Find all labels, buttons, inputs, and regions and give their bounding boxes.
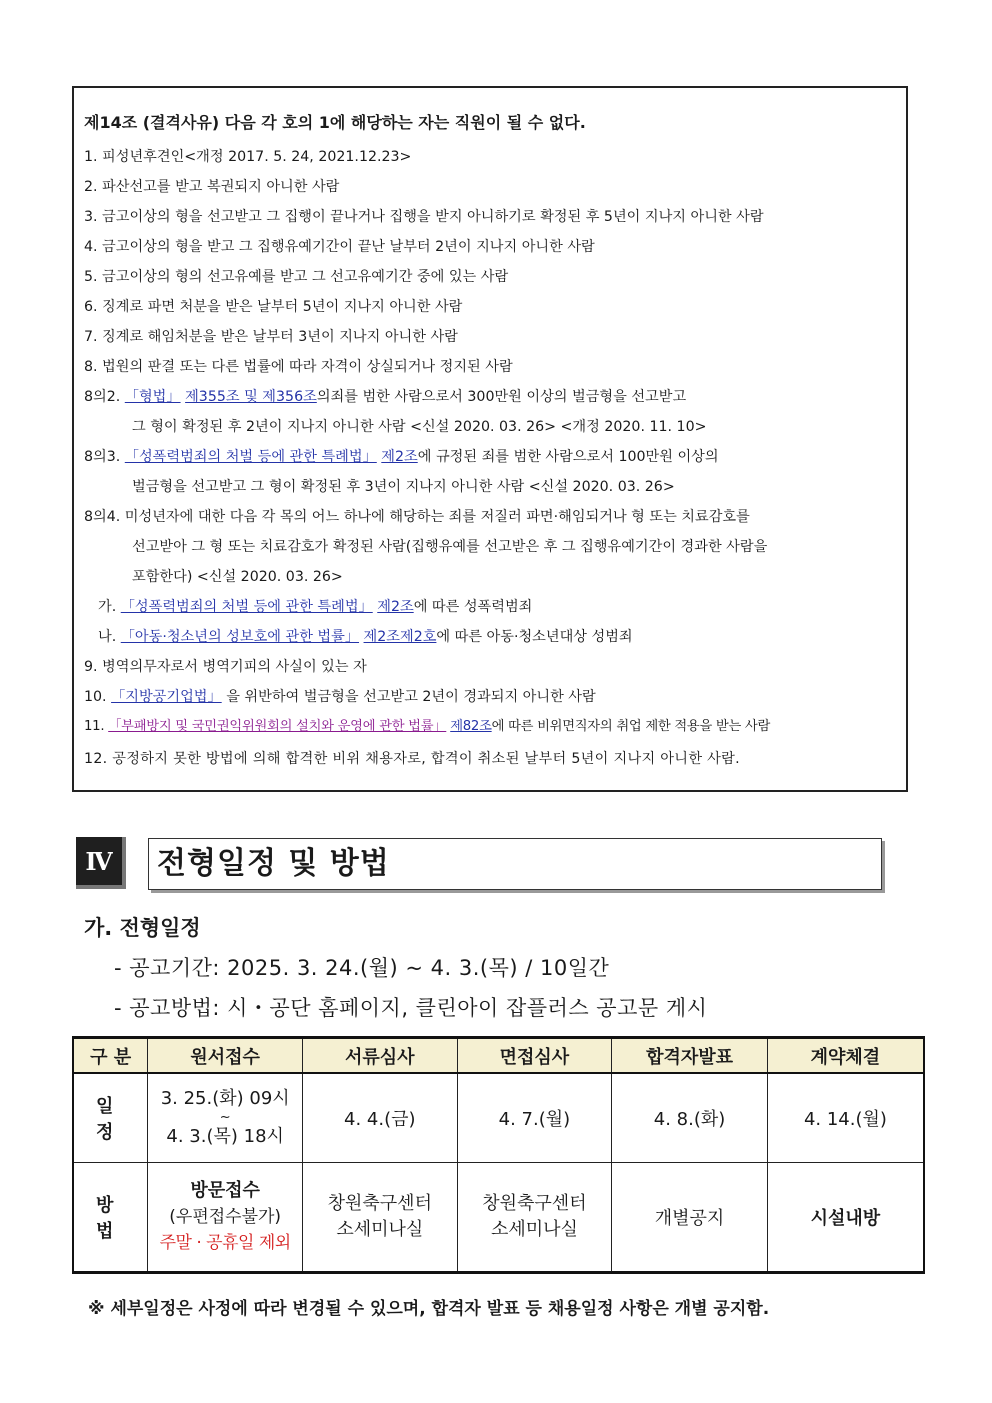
interview-room: 소세미나실 (490, 1219, 578, 1240)
article-item-continuation: 벌금형을 선고받고 그 형이 확정된 후 3년이 지나지 아니한 사람 <신설 2020. 03. 26> (132, 479, 675, 495)
apply-end: 4. 3.(목) 18시 (166, 1126, 284, 1147)
article-2-2-link[interactable]: 제2조제2호 (363, 629, 437, 645)
item-prefix: 8의2. (84, 389, 125, 405)
table-header-row (73, 1038, 924, 1074)
cell-announcement-method: 개별공지 (612, 1163, 768, 1273)
table-row-schedule (73, 1073, 924, 1163)
article-item: 2. 파산선고를 받고 복권되지 아니한 사람 (84, 179, 340, 195)
article-item: 9. 병역의무자로서 병역기피의 사실이 있는 자 (84, 659, 367, 675)
row-label-method: 방 법 (73, 1163, 148, 1273)
sexual-violence-act-link[interactable]: 「성폭력범죄의 처벌 등에 관한 특례법」 (120, 599, 373, 615)
item-prefix: 8의3. (84, 449, 125, 465)
subsection-heading: 가. 전형일정 (84, 916, 201, 940)
sexual-violence-act-link[interactable]: 「성폭력범죄의 처벌 등에 관한 특례법」 (124, 449, 377, 465)
article-subitem-ga (98, 597, 532, 617)
cell-contract-method: 시설내방 (767, 1163, 924, 1273)
article-item: 4. 금고이상의 형을 받고 그 집행유예기간이 끝난 날부터 2년이 지나지 아니한 사람 (84, 239, 595, 255)
announcement-period: - 공고기간: 2025. 3. 24.(월) ~ 4. 3.(목) / 10일간 (114, 956, 610, 980)
item-prefix: 나. (98, 629, 121, 645)
article-2-link[interactable]: 제2조 (377, 599, 414, 615)
header-contract: 계약체결 (767, 1038, 924, 1074)
article-title: 제14조 (결격사유) 다음 각 호의 1에 해당하는 자는 직원이 될 수 없다. (84, 113, 586, 132)
header-interview: 면접심사 (457, 1038, 612, 1074)
disqualification-article-box (72, 86, 908, 792)
document-location: 창원축구센터 (327, 1193, 432, 1214)
item-text: 을 위반하여 벌금형을 선고받고 2년이 경과되지 아니한 사람 (221, 689, 596, 705)
article-item-11 (84, 717, 770, 737)
row-label-schedule: 일 정 (73, 1073, 148, 1163)
item-text: 에 따른 비위면직자의 취업 제한 적용을 받는 사람 (491, 719, 771, 734)
item-prefix: 가. (98, 599, 121, 615)
announcement-method: - 공고방법: 시・공단 홈페이지, 클린아이 잡플러스 공고문 게시 (114, 996, 708, 1020)
youth-protection-act-link[interactable]: 「아동·청소년의 성보호에 관한 법률」 (120, 629, 360, 645)
article-item-continuation: 포함한다) <신설 2020. 03. 26> (132, 569, 343, 585)
article-item-continuation: 그 형이 확정된 후 2년이 지나지 아니한 사람 <신설 2020. 03. 26> <개정 2020. 11. 10> (132, 419, 707, 435)
interview-location: 창원축구센터 (482, 1193, 587, 1214)
cell-interview-schedule: 4. 7.(월) (457, 1073, 612, 1163)
article-item: 7. 징계로 해임처분을 받은 날부터 3년이 지나지 아니한 사람 (84, 329, 458, 345)
cell-application-schedule (148, 1073, 303, 1163)
anti-corruption-act-link[interactable]: 「부패방지 및 국민권익위원회의 설치와 운영에 관한 법률」 (108, 719, 447, 734)
item-text: 에 규정된 죄를 범한 사람으로서 100만원 이상의 (417, 449, 719, 465)
cell-document-schedule: 4. 4.(금) (302, 1073, 457, 1163)
visit-application: 방문접수 (190, 1180, 260, 1201)
section-title: 전형일정 및 방법 (148, 838, 882, 890)
item-text: 에 따른 성폭력범죄 (413, 599, 533, 615)
schedule-note: ※ 세부일정은 사정에 따라 변경될 수 있으며, 합격자 발표 등 채용일정 사항은 개별 공지함. (88, 1299, 770, 1319)
weekend-holiday-excluded: 주말 · 공휴일 제외 (159, 1233, 291, 1253)
schedule-table (72, 1036, 925, 1274)
article-item: 8. 법원의 판결 또는 다른 법률에 따라 자격이 상실되거나 정지된 사람 (84, 359, 513, 375)
article-item: 6. 징계로 파면 처분을 받은 날부터 5년이 지나지 아니한 사람 (84, 299, 463, 315)
criminal-act-link[interactable]: 「형법」 (124, 389, 181, 405)
article-item: 3. 금고이상의 형을 선고받고 그 집행이 끝나거나 집행을 받지 아니하기로 확정된 후 5년이 지나지 아니한 사람 (84, 209, 764, 225)
cell-interview-method (457, 1163, 612, 1273)
article-item: 1. 피성년후견인<개정 2017. 5. 24, 2021.12.23> (84, 149, 412, 165)
cell-contract-schedule: 4. 14.(월) (767, 1073, 924, 1163)
article-subitem-na (98, 627, 633, 647)
article-355-356-link[interactable]: 제355조 및 제356조 (185, 389, 317, 405)
article-item-8-2 (84, 387, 686, 407)
header-announcement: 합격자발표 (612, 1038, 768, 1074)
article-item-10 (84, 687, 596, 707)
item-prefix: 11. (84, 719, 109, 734)
apply-range-tilde: ~ (219, 1110, 231, 1125)
cell-application-method (148, 1163, 303, 1273)
article-item: 12. 공정하지 못한 방법에 의해 합격한 비위 채용자로, 합격이 취소된 날부터 5년이 지나지 아니한 사람. (84, 751, 740, 767)
section-number-badge: Ⅳ (76, 837, 126, 889)
local-public-enterprises-act-link[interactable]: 「지방공기업법」 (111, 689, 222, 705)
item-text: 의죄를 범한 사람으로서 300만원 이상의 벌금형을 선고받고 (316, 389, 687, 405)
no-mail-application: (우편접수불가) (169, 1207, 282, 1227)
cell-document-method (302, 1163, 457, 1273)
table-row-method (73, 1163, 924, 1273)
apply-start: 3. 25.(화) 09시 (160, 1088, 290, 1109)
header-application: 원서접수 (148, 1038, 303, 1074)
article-item: 5. 금고이상의 형의 선고유예를 받고 그 선고유예기간 중에 있는 사람 (84, 269, 509, 285)
item-prefix: 10. (84, 689, 112, 705)
article-82-link[interactable]: 제82조 (450, 719, 492, 734)
item-text: 에 따른 아동·청소년대상 성범죄 (436, 629, 633, 645)
article-item-8-4: 8의4. 미성년자에 대한 다음 각 목의 어느 하나에 해당하는 죄를 저질러 파면·해임되거나 형 또는 치료감호를 (84, 509, 750, 525)
article-item-8-3 (84, 447, 719, 467)
article-2-link[interactable]: 제2조 (381, 449, 418, 465)
header-document-review: 서류심사 (302, 1038, 457, 1074)
header-category: 구 분 (73, 1038, 148, 1074)
cell-announcement-schedule: 4. 8.(화) (612, 1073, 768, 1163)
article-item-continuation: 선고받아 그 형 또는 치료감호가 확정된 사람(집행유예를 선고받은 후 그 집행유예기간이 경과한 사람을 (132, 539, 768, 555)
document-room: 소세미나실 (336, 1219, 424, 1240)
